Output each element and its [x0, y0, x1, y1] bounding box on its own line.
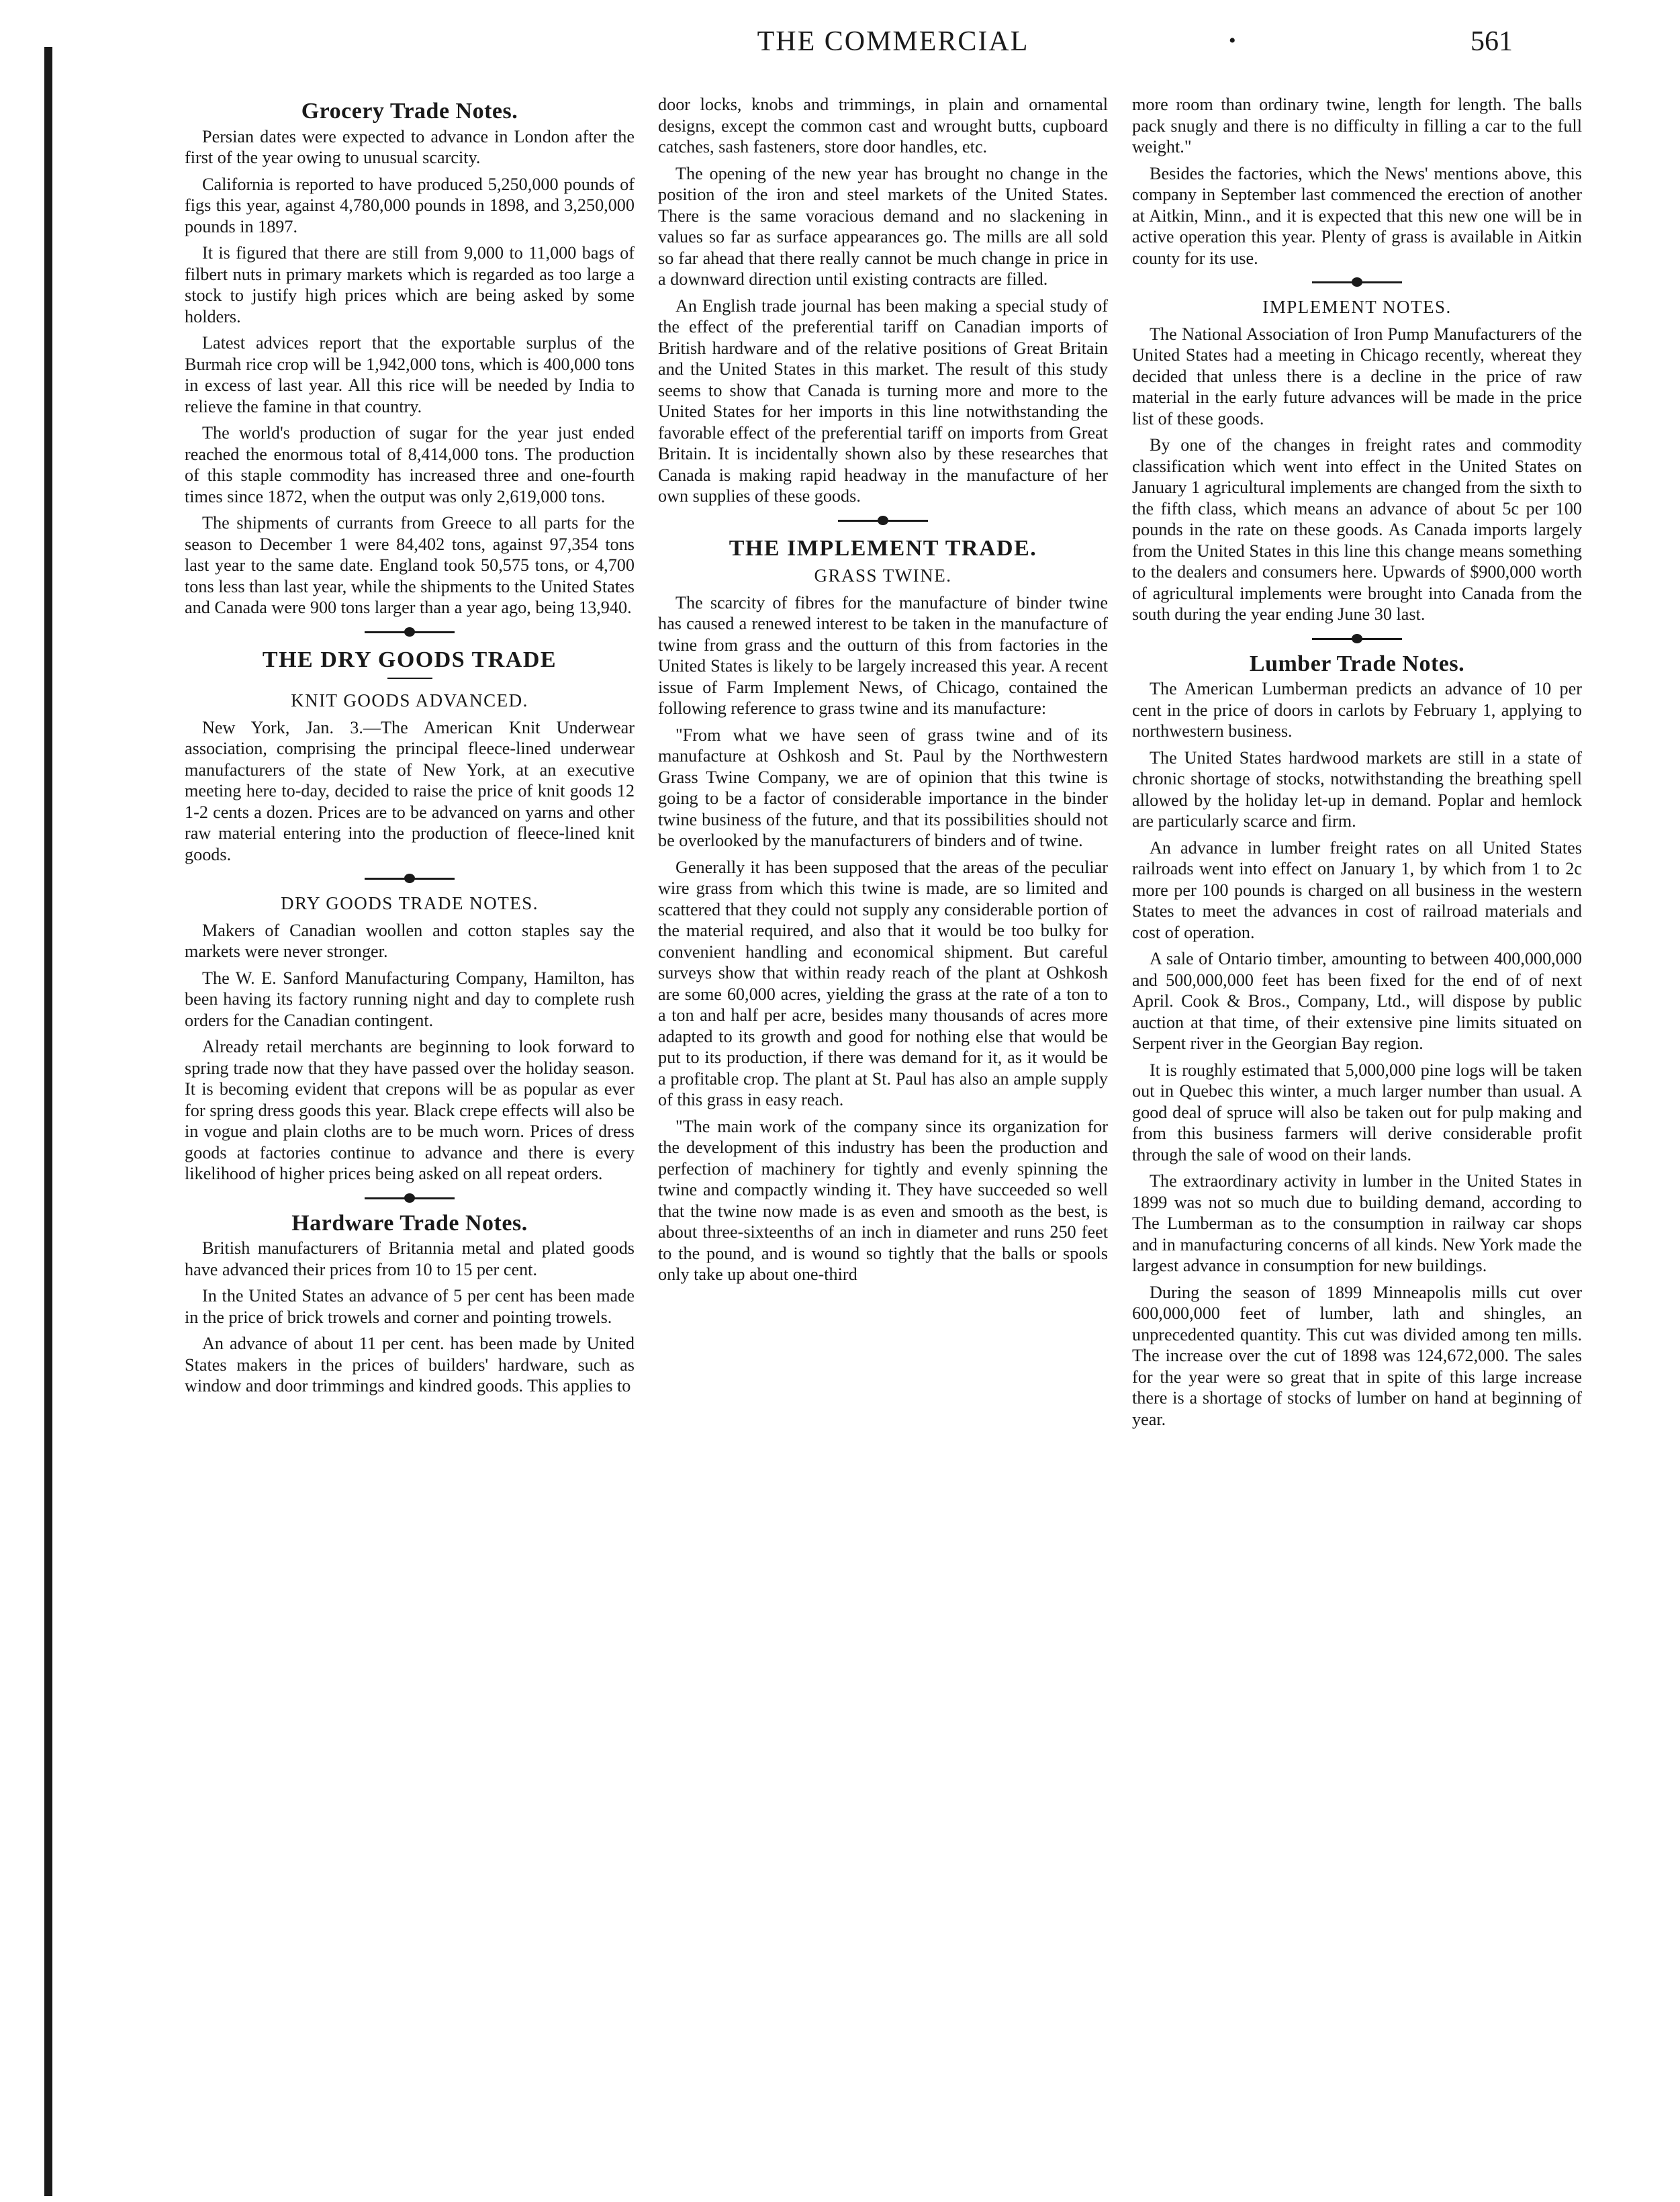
implement-heading: THE IMPLEMENT TRADE. [729, 535, 1037, 561]
implement-paragraph: Besides the factories, which the News' mentions above, this company in September last commenced the erection of another at Aitkin, Minn., and it is expected that this new one will be in active operation this year. Plenty of grass is available in Aitkin county for its use. [1132, 163, 1582, 268]
dry-goods-paragraph: Makers of Canadian woollen and cotton staples say the markets were never stronger. [185, 920, 635, 961]
grocery-heading: Grocery Trade Notes. [301, 99, 518, 124]
lumber-paragraph: The American Lumberman predicts an advance of 10 per cent in the price of doors in carlots by February 1, applying to northwestern business. [1132, 679, 1582, 741]
publication-title: THE COMMERCIAL [757, 26, 1029, 57]
page-header [0, 26, 1680, 73]
lumber-paragraph: The extraordinary activity in lumber in the United States in 1899 was not so much due to building demand, according to The Lumberman as to the consumption in railway car shops and in manufacturing concerns of all kinds. New York made the largest advance in consumption for new buildings. [1132, 1171, 1582, 1275]
grocery-paragraph: Persian dates were expected to advance in London after the first of the year owing to unusual scarcity. [185, 126, 635, 167]
hardware-paragraph: door locks, knobs and trimmings, in plain and ornamental designs, except the common cast and wrought butts, cupboard catches, sash fasteners, store door handles, etc. [658, 95, 1108, 156]
implement-paragraph: "From what we have seen of grass twine and of its manufacture at Oshkosh and St. Paul by the Northwestern Grass Twine Company, we are of opinion that this twine is going to be a factor of considerable importance in the binder twine business of the future, and that its possibilities should not be overlooked by the manufacturers of binders and of twine. [658, 725, 1108, 850]
hardware-paragraph: British manufacturers of Britannia metal and plated goods have advanced their prices from 10 to 15 per cent. [185, 1238, 635, 1279]
dry-goods-heading: THE DRY GOODS TRADE [262, 647, 557, 672]
hardware-heading: Hardware Trade Notes. [291, 1210, 528, 1236]
implement-paragraph: "The main work of the company since its organization for the development of this industry has been the production and perfection of machinery for tightly and evenly spinning the twine and compactly winding it. They have succeeded so well that the twine now made is as even and smooth as the best, is about three-sixteenths of an inch in diameter and runs 250 feet to the pound, and is wound so tightly that the balls or spools only take up about one-third [658, 1116, 1108, 1284]
grocery-paragraph: California is reported to have produced 5,250,000 pounds of figs this year, against 4,780,000 pounds in 1898, and 3,250,000 pounds in 1897. [185, 174, 635, 236]
implement-notes-paragraph: By one of the changes in freight rates and commodity classification which went into effect in the United States on January 1 agricultural implements are changed from the sixth to the fifth class, which means an advance of about 5c per 100 pounds in the rate on these goods. As Canada imports largely from the United States in this line this change means something to the dealers and consumers here. Upwards of $900,000 worth of agricultural implements were brought into Canada from the south during the year ending June 30 last. [1132, 435, 1582, 624]
lumber-paragraph: An advance in lumber freight rates on all United States railroads went into effect on January 1, by which from 1 to 2c more per 100 pounds is charged on all business in the western States to meet the advances in cost of railroad materials and cost of operation. [1132, 837, 1582, 942]
section-separator [1132, 274, 1582, 290]
lumber-paragraph: During the season of 1899 Minneapolis mills cut over 600,000,000 feet of lumber, lath and shingles, an unprecedented quantity. This cut was divided among ten mills. The increase over the cut of 1898 was 124,672,000. The sales for the year were so great that in spite of this large increase there is a shortage of stocks of lumber on hand at beginning of year. [1132, 1282, 1582, 1429]
implement-notes-paragraph: The National Association of Iron Pump Manufacturers of the United States had a meeting in Chicago recently, whereat they decided that unless there is a decline in the price of raw material in the early future advances will be made in the price list of these goods. [1132, 324, 1582, 428]
dry-goods-notes-subheading: DRY GOODS TRADE NOTES. [280, 893, 539, 913]
lumber-paragraph: It is roughly estimated that 5,000,000 pine logs will be taken out in Quebec this winter, a much larger number than usual. A good deal of spruce will also be taken out for pulp making and from this business farmers will derive considerable profit through the sale of wood on their lands. [1132, 1060, 1582, 1164]
implement-paragraph: Generally it has been supposed that the areas of the peculiar wire grass from which this twine is made, are so limited and scattered that they could not supply any considerable portion of the material required, and also that it would be too bulky for convenient handling and economical shipment. But careful surveys show that within ready reach of the plant at Oshkosh are some 60,000 acres, yielding the grass at the rate of a ton to a ton and half per acre, besides many thousands of acres more adapted to its growth and good for nothing else that would be put to its production, if there was demand for it, as it would be a profitable crop. The plant at St. Paul has also an ample supply of this grass in easy reach. [658, 857, 1108, 1109]
section-separator [185, 624, 635, 640]
column-1 [185, 94, 635, 2186]
section-separator [658, 512, 1108, 529]
dry-goods-paragraph: New York, Jan. 3.—The American Knit Underwear association, comprising the principal fleece-lined underwear manufacturers of the state of New York, at an executive meeting here to-day, decided to raise the price of knit goods 12 1-2 cents a dozen. Prices are to be advanced on yarns and other raw material entering into the production of fleece-lined knit goods. [185, 717, 635, 864]
knit-goods-subheading: KNIT GOODS ADVANCED. [291, 690, 528, 710]
section-separator [1132, 631, 1582, 647]
section-separator [185, 870, 635, 886]
binding-edge [44, 47, 52, 2196]
section-separator [185, 1190, 635, 1206]
implement-notes-subheading: IMPLEMENT NOTES. [1262, 297, 1452, 317]
lumber-paragraph: The United States hardwood markets are still in a state of chronic shortage of stocks, notwithstanding the breathing spell allowed by the holiday let-up in demand. Poplar and hemlock are particularly scarce and firm. [1132, 747, 1582, 831]
grocery-paragraph: The world's production of sugar for the year just ended reached the enormous total of 8,414,000 tons. The production of this staple commodity has increased three and one-fourth times since 1872, when the output was only 2,619,000 tons. [185, 423, 635, 506]
hardware-paragraph: An advance of about 11 per cent. has been made by United States makers in the prices of builders' hardware, such as window and door trimmings and kindred goods. This applies to [185, 1334, 635, 1395]
grocery-paragraph: The shipments of currants from Greece to all parts for the season to December 1 were 84,402 tons, against 97,354 tons last year to the same date. England took 50,575 tons, or 4,700 tons less than last year, while the shipments to the United States and Canada were 900 tons larger than a year ago, being 13,940. [185, 513, 635, 617]
short-rule [185, 673, 635, 684]
implement-paragraph: more room than ordinary twine, length for length. The balls pack snugly and there is no difficulty in filling a car to the full weight." [1132, 95, 1582, 156]
column-2 [658, 94, 1108, 2186]
grocery-paragraph: It is figured that there are still from 9,000 to 11,000 bags of filbert nuts in primary markets which is regarded as too large a stock to justify high prices which are being asked by some holders. [185, 243, 635, 326]
hardware-paragraph: In the United States an advance of 5 per cent has been made in the price of brick trowels and corner and pointing trowels. [185, 1286, 635, 1327]
implement-paragraph: The scarcity of fibres for the manufacture of binder twine has caused a renewed interest to be taken in the manufacture of twine from grass and the outturn of this from factories in the United States is likely to be largely increased this year. A recent issue of Farm Implement News, of Chicago, contained the following reference to grass twine and its manufacture: [658, 592, 1108, 718]
dry-goods-paragraph: Already retail merchants are beginning to look forward to spring trade now that they have passed over the holiday season. It is becoming evident that crepons will be as popular as ever for spring dress goods this year. Black crepe effects will also be in vogue and plain cloths are to be much worn. Prices of dress goods at factories continue to advance and there is every likelihood of higher prices being asked on all repeat orders. [185, 1037, 635, 1183]
lumber-heading: Lumber Trade Notes. [1249, 651, 1465, 676]
dry-goods-paragraph: The W. E. Sanford Manufacturing Company, Hamilton, has been having its factory running night and day to complete rush orders for the Canadian contingent. [185, 968, 635, 1030]
hardware-paragraph: An English trade journal has been making a special study of the effect of the preferential tariff on Canadian imports of British hardware and of the relative positions of Great Britain and the United States in this market. The result of this study seems to show that Canada is turning more and more to the United States for her imports in this line notwithstanding the favorable effect of the preferential tariff on imports from Great Britain. It is incidentally shown also by these researches that Canada is making rapid headway in the manufacture of her own supplies of these goods. [658, 295, 1108, 506]
hardware-paragraph: The opening of the new year has brought no change in the position of the iron and steel markets of the United States. There is the same voracious demand and no slackening in values so far as surface appearances go. The mills are all sold so far ahead that there really cannot be much change in price in a downward direction until existing contracts are filled. [658, 163, 1108, 289]
header-dot: • [1229, 30, 1236, 52]
page-number: 561 [1471, 26, 1513, 57]
grass-twine-subheading: GRASS TWINE. [814, 565, 952, 586]
grocery-paragraph: Latest advices report that the exportable surplus of the Burmah rice crop will be 1,942,000 tons, which is 400,000 tons in excess of last year. All this rice will be needed by India to relieve the famine in that country. [185, 333, 635, 416]
lumber-paragraph: A sale of Ontario timber, amounting to between 400,000,000 and 500,000,000 feet has been fixed for the end of of next April. Cook & Bros., Company, Ltd., will dispose by public auction at that time, of their extensive pine limits situated on Serpent river in the Georgian Bay region. [1132, 949, 1582, 1053]
column-3 [1132, 94, 1582, 2186]
